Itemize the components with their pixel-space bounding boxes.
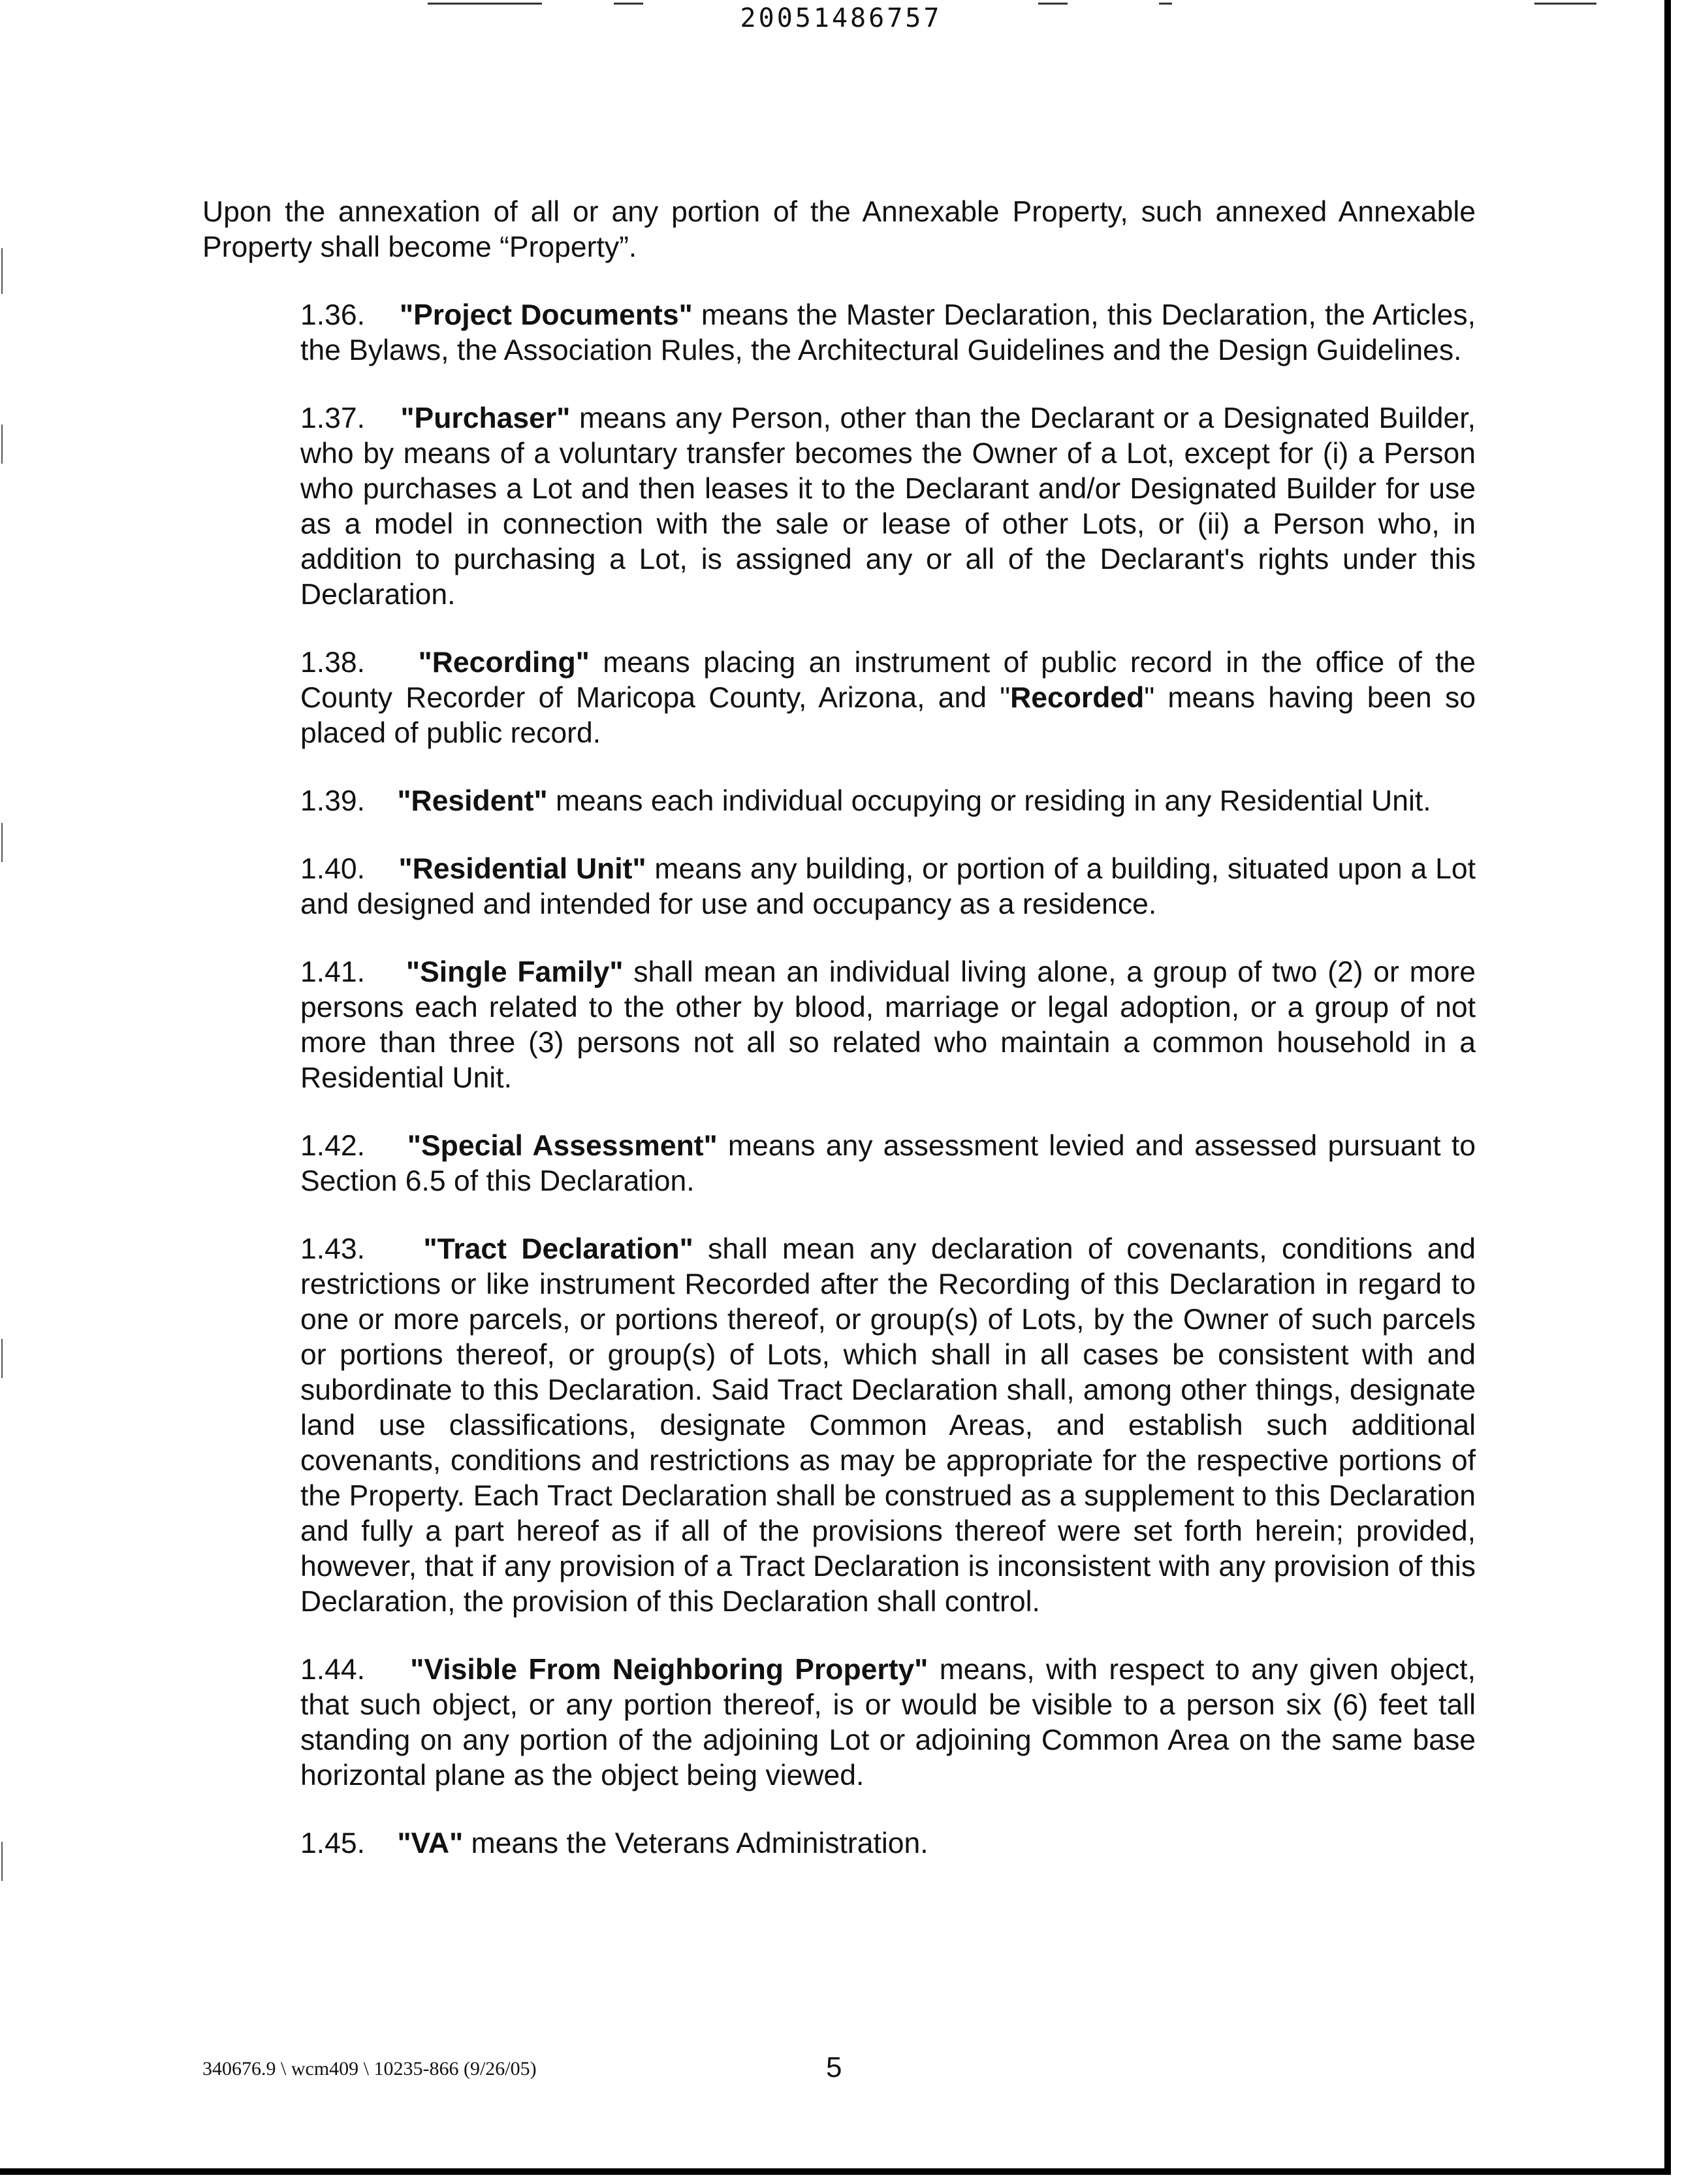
section-number: 1.45. — [300, 1827, 365, 1859]
definition-text: means the Veterans Administration. — [463, 1827, 928, 1859]
scan-tick — [1, 248, 3, 294]
section-1-37 — [202, 401, 1476, 613]
document-number: 20051486757 — [740, 3, 942, 33]
section-1-42 — [202, 1129, 1476, 1199]
definition-text: means, with respect to any given object, that such object, or any portion thereof, is or would be visible to a person six (6) feet tall standing on any portion of the adjoining Lot or adjoining Common Area on the same base horizontal plane as the object being viewed. — [300, 1654, 1476, 1791]
definition-text: shall mean an individual living alone, a group of two (2) or more persons each related to the other by blood, marriage or legal adoption, or a group of not more than three (3) persons not all so related who maintain a common household in a Residential Unit. — [300, 956, 1476, 1094]
section-number: 1.36. — [300, 299, 365, 331]
defined-term: "Visible From Neighboring Property" — [410, 1654, 928, 1686]
definition-text: means placing an instrument of public record in the office of the County Recorder of Maricopa County, Arizona, and " — [300, 647, 1476, 714]
section-number: 1.41. — [300, 956, 365, 988]
section-number: 1.37. — [300, 402, 365, 434]
defined-term: "Single Family" — [406, 956, 624, 988]
definition-text-continued: " means having been so placed of public record. — [300, 682, 1476, 749]
scan-border-right — [1664, 0, 1671, 2175]
definition-text: shall mean any declaration of covenants, conditions and restrictions or like instrument Recorded after the Recording of this Declaration in regard to one or more parcels, or portions thereof, or group(s) of Lots, by the Owner of such parcels or portions thereof, or group(s) of Lots, which shall in all cases be consistent with and subordinate to this Declaration. Said Tract Declaration shall, among other things, designate land use classifications, designate Common Areas, and establish such additional covenants, conditions and restrictions as may be appropriate for the respective portions of the Property. Each Tract Declaration shall be construed as a supplement to this Declaration and fully a part hereof as if all of the provisions thereof were set forth herein; provided, however, that if any provision of a Tract Declaration is inconsistent with any provision of this Declaration, the provision of this Declaration shall control. — [300, 1233, 1476, 1618]
section-number: 1.38. — [300, 647, 365, 679]
section-number: 1.42. — [300, 1130, 365, 1162]
defined-term: "Purchaser" — [400, 402, 571, 434]
defined-term: "Resident" — [397, 785, 548, 817]
defined-term: "Tract Declaration" — [423, 1233, 693, 1265]
definition-text: means any building, or portion of a building, situated upon a Lot and designed and intended for use and occupancy as a residence. — [300, 853, 1476, 920]
section-number: 1.44. — [300, 1654, 365, 1686]
defined-term: "Project Documents" — [400, 299, 693, 331]
scan-tick — [1, 1339, 3, 1378]
section-1-41 — [202, 955, 1476, 1096]
defined-term-secondary: Recorded — [1010, 682, 1145, 714]
defined-term: "Special Assessment" — [407, 1130, 718, 1162]
footer-file-reference: 340676.9 \ wcm409 \ 10235-866 (9/26/05) — [202, 2058, 537, 2080]
section-1-38 — [202, 645, 1476, 751]
section-1-36 — [202, 298, 1476, 368]
scan-tick — [1, 823, 3, 862]
defined-term: "VA" — [397, 1827, 464, 1859]
section-number: 1.40. — [300, 853, 365, 885]
scan-tick — [1, 425, 3, 464]
definition-text: means each individual occupying or residing in any Residential Unit. — [547, 785, 1431, 817]
footer-page-number: 5 — [826, 2051, 842, 2083]
intro-paragraph: Upon the annexation of all or any portion of the Annexable Property, such annexed Annexable Property shall become “Property”. — [202, 196, 1476, 263]
definition-text: means the Master Declaration, this Declaration, the Articles, the Bylaws, the Association Rules, the Architectural Guidelines and the Design Guidelines. — [300, 299, 1476, 366]
section-1-44 — [202, 1652, 1476, 1793]
section-1-45 — [202, 1826, 1476, 1861]
document-body — [202, 195, 1476, 1894]
scan-border-bottom — [0, 2168, 1671, 2175]
section-1-43 — [202, 1232, 1476, 1620]
scan-tick — [1, 1842, 3, 1881]
section-1-39 — [202, 784, 1476, 819]
defined-term: "Recording" — [418, 647, 590, 679]
defined-term: "Residential Unit" — [398, 853, 646, 885]
definition-text: means any Person, other than the Declarant or a Designated Builder, who by means of a voluntary transfer becomes the Owner of a Lot, except for (i) a Person who purchases a Lot and then leases it to the Declarant and/or Designated Builder for use as a model in connection with the sale or lease of other Lots, or (ii) a Person who, in addition to purchasing a Lot, is assigned any or all of the Declarant's rights under this Declaration. — [300, 402, 1476, 611]
section-number: 1.39. — [300, 785, 365, 817]
section-1-40 — [202, 852, 1476, 922]
definition-text: means any assessment levied and assessed pursuant to Section 6.5 of this Declaration. — [300, 1130, 1476, 1197]
section-number: 1.43. — [300, 1233, 365, 1265]
